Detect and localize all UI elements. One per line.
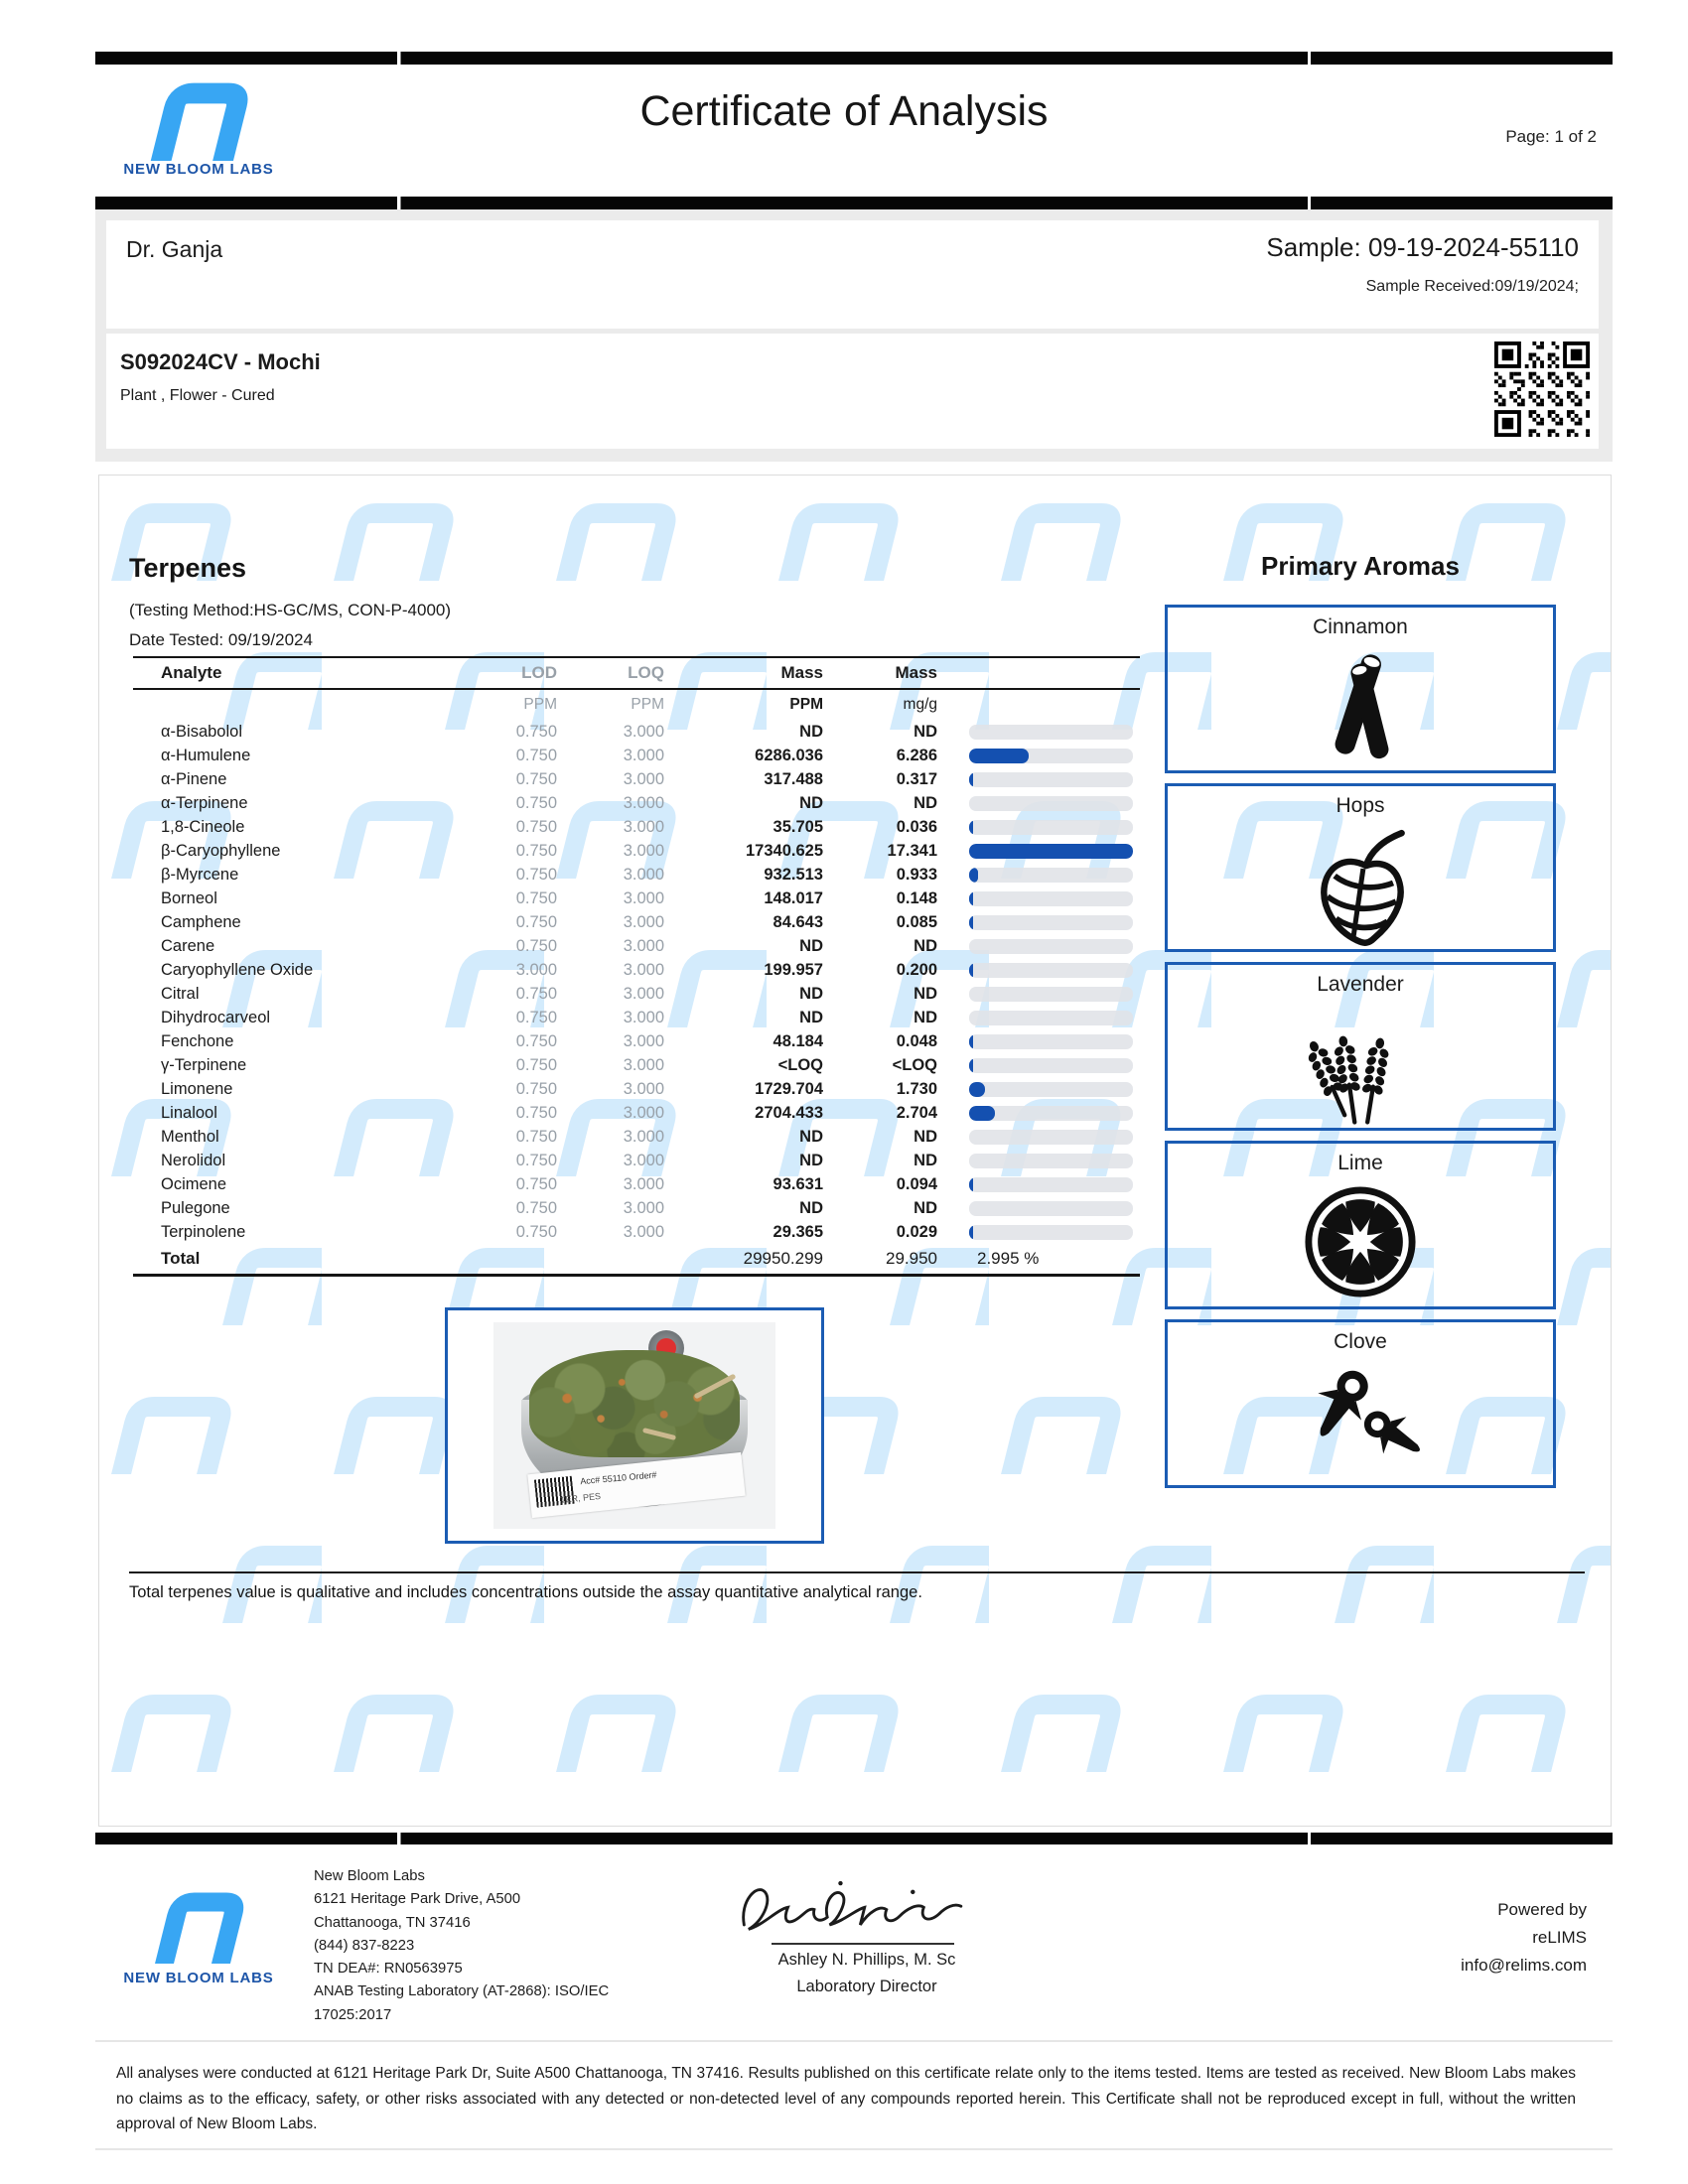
table-row — [133, 1172, 1140, 1196]
table-row — [133, 744, 1140, 767]
table-header-row — [133, 656, 1140, 690]
bar-track — [969, 725, 1133, 740]
bar-cell — [937, 1177, 1140, 1192]
mass-mgg-value: ND — [914, 1008, 937, 1026]
bar-fill — [969, 772, 973, 787]
mass-mgg-value: 17.341 — [887, 841, 937, 860]
bar-fill — [969, 1082, 985, 1097]
analyte-name: Borneol — [161, 888, 217, 907]
col-header-mass-mgg: Mass — [895, 663, 937, 682]
table-row — [133, 1125, 1140, 1149]
lod-value: 0.750 — [515, 1055, 557, 1074]
aroma-label: Lime — [1337, 1152, 1383, 1174]
loq-value: 3.000 — [623, 841, 664, 860]
mass-mgg-value: 0.085 — [896, 912, 937, 931]
lod-value: 0.750 — [515, 1079, 557, 1098]
table-row — [133, 1149, 1140, 1172]
table-row — [133, 982, 1140, 1006]
cinnamon-icon — [1301, 647, 1420, 768]
lod-value: 0.750 — [515, 936, 557, 955]
lod-value: 0.750 — [515, 793, 557, 812]
analyte-name: Menthol — [161, 1127, 219, 1146]
mass-ppm-value: 84.643 — [773, 912, 823, 931]
lod-value: 0.750 — [515, 1031, 557, 1050]
mass-mgg-value: 6.286 — [896, 746, 937, 764]
bar-cell — [937, 1034, 1140, 1049]
bar-cell — [937, 1106, 1140, 1121]
table-row — [133, 1077, 1140, 1101]
disclaimer-text: All analyses were conducted at 6121 Heritage Park Dr, Suite A500 Chattanooga, TN 37416. Results published on this certificate relate only to the items tested. Items are tested as received. New Bloom Labs makes no claims as to the efficacy, safety, or other risks associated with any detected or non-detected level of any compounds reported herein. This Certificate shall not be reproduced except in full, without the written approval of New Bloom Labs. — [116, 2065, 1576, 2132]
mass-mgg-value: ND — [914, 793, 937, 812]
clove-icon — [1300, 1362, 1421, 1479]
loq-value: 3.000 — [623, 722, 664, 741]
table-row — [133, 887, 1140, 910]
lab-address-line: TN DEA#: RN0563975 — [314, 1961, 463, 1978]
analyte-name: Camphene — [161, 912, 241, 931]
sample-received-date: Sample Received:09/19/2024; — [1365, 278, 1579, 295]
lod-value: 0.750 — [515, 1222, 557, 1241]
lab-address-line: New Bloom Labs — [314, 1868, 425, 1884]
bar-track — [969, 796, 1133, 811]
hops-icon — [1298, 826, 1423, 947]
lod-value: 0.750 — [515, 1151, 557, 1169]
unit-lod: PPM — [523, 696, 557, 713]
table-row — [133, 839, 1140, 863]
lab-address-line: ANAB Testing Laboratory (AT-2868): ISO/IEC — [314, 1983, 610, 2000]
powered-by-product: reLIMS — [1532, 1928, 1587, 1947]
bar-cell — [937, 1058, 1140, 1073]
analyte-name: Fenchone — [161, 1031, 234, 1050]
analyte-name: γ-Terpinene — [161, 1055, 247, 1074]
loq-value: 3.000 — [623, 1198, 664, 1217]
aroma-box-clove — [1165, 1319, 1556, 1488]
mass-ppm-value: ND — [799, 1151, 823, 1169]
mass-mgg-value: 0.200 — [896, 960, 937, 979]
loq-value: 3.000 — [623, 1055, 664, 1074]
table-row — [133, 815, 1140, 839]
bar-cell — [937, 868, 1140, 883]
bar-track — [969, 1011, 1133, 1025]
table-row — [133, 934, 1140, 958]
bar-cell — [937, 939, 1140, 954]
bar-track — [969, 987, 1133, 1002]
bar-track — [969, 1034, 1133, 1049]
analyte-name: Nerolidol — [161, 1151, 226, 1169]
lod-value: 0.750 — [515, 984, 557, 1003]
aroma-box-hops — [1165, 783, 1556, 952]
loq-value: 3.000 — [623, 865, 664, 884]
lime-icon — [1302, 1183, 1419, 1300]
powered-by-line: Powered by — [1497, 1900, 1587, 1919]
bar-fill — [969, 1106, 995, 1121]
footer-logo-text: NEW BLOOM LABS — [123, 1970, 274, 1986]
sample-type: Plant , Flower - Cured — [120, 387, 275, 404]
footer-divider-bar — [95, 1833, 1613, 1844]
table-row — [133, 863, 1140, 887]
bar-cell — [937, 1082, 1140, 1097]
bar-fill — [969, 1225, 973, 1240]
analyte-name: Carene — [161, 936, 215, 955]
table-row — [133, 1006, 1140, 1029]
bar-track — [969, 939, 1133, 954]
table-units-row — [133, 690, 1140, 720]
signatory-title: Laboratory Director — [796, 1978, 937, 1995]
bar-track — [969, 1106, 1133, 1121]
terpenes-title: Terpenes — [129, 553, 247, 583]
table-row — [133, 1196, 1140, 1220]
bar-track — [969, 820, 1133, 835]
footer-rule — [95, 2040, 1613, 2042]
sample-name: S092024CV - Mochi — [120, 349, 321, 374]
bar-fill — [969, 844, 1133, 859]
unit-mass-ppm: PPM — [789, 696, 823, 713]
aroma-box-lavender — [1165, 962, 1556, 1131]
table-row — [133, 910, 1140, 934]
bar-fill — [969, 1034, 973, 1049]
photo-label-text: Acc# 55110 Order# — [579, 1469, 657, 1487]
bar-track — [969, 963, 1133, 978]
lab-address-line: 6121 Heritage Park Drive, A500 — [314, 1891, 521, 1908]
bar-track — [969, 891, 1133, 906]
mass-ppm-value: 48.184 — [773, 1031, 823, 1050]
mass-ppm-value: ND — [799, 1127, 823, 1146]
analyte-name: Terpinolene — [161, 1222, 246, 1241]
table-row — [133, 1053, 1140, 1077]
bar-cell — [937, 891, 1140, 906]
mass-ppm-value: ND — [799, 936, 823, 955]
sample-photo-frame — [445, 1307, 824, 1544]
bar-fill — [969, 749, 1029, 763]
lab-address-block — [314, 1865, 609, 2027]
col-header-lod: LOD — [521, 663, 557, 682]
signature-line — [772, 1943, 954, 1945]
mass-mgg-value: 0.029 — [896, 1222, 937, 1241]
mass-mgg-value: ND — [914, 1151, 937, 1169]
lavender-icon — [1302, 1005, 1419, 1126]
loq-value: 3.000 — [623, 817, 664, 836]
mass-ppm-value: ND — [799, 1198, 823, 1217]
mass-mgg-value: 0.048 — [896, 1031, 937, 1050]
mass-ppm-value: 2704.433 — [755, 1103, 823, 1122]
mass-ppm-value: 6286.036 — [755, 746, 823, 764]
sample-id: Sample: 09-19-2024-55110 — [1266, 232, 1579, 262]
mass-mgg-value: ND — [914, 936, 937, 955]
bar-track — [969, 868, 1133, 883]
loq-value: 3.000 — [623, 793, 664, 812]
lod-value: 0.750 — [515, 769, 557, 788]
loq-value: 3.000 — [623, 746, 664, 764]
loq-value: 3.000 — [623, 912, 664, 931]
aroma-box-lime — [1165, 1141, 1556, 1309]
results-panel — [98, 475, 1612, 1827]
bar-fill — [969, 868, 978, 883]
bar-fill — [969, 1058, 973, 1073]
sample-card — [106, 334, 1599, 449]
bar-cell — [937, 772, 1140, 787]
bar-cell — [937, 844, 1140, 859]
lab-address-line: (844) 837-8223 — [314, 1937, 415, 1954]
mass-ppm-value: ND — [799, 1008, 823, 1026]
mass-ppm-value: 1729.704 — [755, 1079, 823, 1098]
table-row — [133, 1101, 1140, 1125]
mass-ppm-value: <LOQ — [777, 1055, 823, 1074]
analyte-name: 1,8-Cineole — [161, 817, 245, 836]
table-total-row — [133, 1244, 1140, 1277]
analyte-name: α-Humulene — [161, 746, 251, 764]
photo-label-text-2: TER, PES — [559, 1490, 602, 1506]
loq-value: 3.000 — [623, 1222, 664, 1241]
aroma-label: Clove — [1334, 1330, 1387, 1353]
bar-cell — [937, 963, 1140, 978]
loq-value: 3.000 — [623, 1174, 664, 1193]
mass-mgg-value: ND — [914, 722, 937, 741]
terpene-rows — [133, 720, 1140, 1244]
bar-track — [969, 1130, 1133, 1145]
mass-mgg-value: 0.148 — [896, 888, 937, 907]
aroma-label: Hops — [1336, 794, 1385, 817]
analyte-name: Citral — [161, 984, 200, 1003]
bar-cell — [937, 1130, 1140, 1145]
header-divider-bar — [95, 197, 1613, 209]
bar-track — [969, 1058, 1133, 1073]
bar-track — [969, 1201, 1133, 1216]
bar-track — [969, 749, 1133, 763]
lod-value: 0.750 — [515, 1198, 557, 1217]
loq-value: 3.000 — [623, 1008, 664, 1026]
mass-mgg-value: ND — [914, 1198, 937, 1217]
analyte-name: Ocimene — [161, 1174, 227, 1193]
lod-value: 0.750 — [515, 888, 557, 907]
bar-track — [969, 915, 1133, 930]
lod-value: 3.000 — [515, 960, 557, 979]
bar-track — [969, 772, 1133, 787]
bar-cell — [937, 1154, 1140, 1168]
bar-track — [969, 844, 1133, 859]
lod-value: 0.750 — [515, 1174, 557, 1193]
bar-cell — [937, 1225, 1140, 1240]
table-row — [133, 1029, 1140, 1053]
top-divider-bar — [95, 52, 1613, 65]
col-header-loq: LOQ — [628, 663, 664, 682]
aroma-label: Lavender — [1317, 973, 1404, 996]
analyte-name: Caryophyllene Oxide — [161, 960, 314, 979]
mass-mgg-value: 2.704 — [896, 1103, 937, 1122]
testing-method: (Testing Method:HS-GC/MS, CON-P-4000) — [129, 601, 452, 619]
signature-block — [720, 1872, 986, 1996]
analyte-name: α-Pinene — [161, 769, 227, 788]
bar-cell — [937, 749, 1140, 763]
table-row — [133, 958, 1140, 982]
bar-fill — [969, 1177, 973, 1192]
analyte-name: Limonene — [161, 1079, 233, 1098]
table-row — [133, 791, 1140, 815]
loq-value: 3.000 — [623, 888, 664, 907]
date-tested: Date Tested: 09/19/2024 — [129, 630, 313, 649]
mass-ppm-value: ND — [799, 793, 823, 812]
lod-value: 0.750 — [515, 912, 557, 931]
bar-cell — [937, 796, 1140, 811]
new-bloom-logo-icon — [152, 1891, 246, 1964]
loq-value: 3.000 — [623, 1031, 664, 1050]
total-ppm: 29950.299 — [743, 1249, 823, 1268]
lod-value: 0.750 — [515, 1127, 557, 1146]
mass-ppm-value: 932.513 — [764, 865, 823, 884]
terpenes-table — [133, 656, 1140, 1277]
lod-value: 0.750 — [515, 722, 557, 741]
mass-mgg-value: 0.094 — [896, 1174, 937, 1193]
powered-by-email: info@relims.com — [1461, 1956, 1587, 1975]
terpenes-note: Total terpenes value is qualitative and includes concentrations outside the assay quantitative analytical range. — [129, 1583, 922, 1601]
total-percent: 2.995 % — [977, 1249, 1040, 1268]
mass-ppm-value: ND — [799, 984, 823, 1003]
bar-track — [969, 1082, 1133, 1097]
aroma-box-cinnamon — [1165, 605, 1556, 773]
mass-ppm-value: ND — [799, 722, 823, 741]
analyte-name: Pulegone — [161, 1198, 230, 1217]
loq-value: 3.000 — [623, 984, 664, 1003]
mass-ppm-value: 17340.625 — [746, 841, 823, 860]
mass-ppm-value: 93.631 — [773, 1174, 823, 1193]
mass-ppm-value: 35.705 — [773, 817, 823, 836]
bar-track — [969, 1154, 1133, 1168]
table-row — [133, 1220, 1140, 1244]
total-label: Total — [161, 1249, 201, 1268]
bottom-rule — [95, 2148, 1613, 2150]
loq-value: 3.000 — [623, 1079, 664, 1098]
lod-value: 0.750 — [515, 841, 557, 860]
bar-cell — [937, 1011, 1140, 1025]
mass-mgg-value: 0.036 — [896, 817, 937, 836]
unit-mass-mgg: mg/g — [903, 696, 937, 713]
table-row — [133, 720, 1140, 744]
lod-value: 0.750 — [515, 865, 557, 884]
powered-by-block — [1461, 1896, 1587, 1979]
mass-ppm-value: 29.365 — [773, 1222, 823, 1241]
loq-value: 3.000 — [623, 1151, 664, 1169]
table-row — [133, 767, 1140, 791]
page-title: Certificate of Analysis — [639, 87, 1049, 135]
mass-mgg-value: <LOQ — [892, 1055, 937, 1074]
loq-value: 3.000 — [623, 1103, 664, 1122]
analyte-name: α-Bisabolol — [161, 722, 242, 741]
bar-track — [969, 1225, 1133, 1240]
analyte-name: α-Terpinene — [161, 793, 248, 812]
bar-cell — [937, 915, 1140, 930]
client-name: Dr. Ganja — [126, 236, 223, 262]
mass-mgg-value: ND — [914, 1127, 937, 1146]
bar-fill — [969, 915, 973, 930]
bar-fill — [969, 820, 973, 835]
bar-cell — [937, 1201, 1140, 1216]
mass-mgg-value: 0.933 — [896, 865, 937, 884]
analyte-name: β-Caryophyllene — [161, 841, 281, 860]
bar-fill — [969, 963, 973, 978]
loq-value: 3.000 — [623, 1127, 664, 1146]
lab-address-line: 17025:2017 — [314, 2006, 392, 2023]
mass-mgg-value: ND — [914, 984, 937, 1003]
bar-cell — [937, 725, 1140, 740]
analyte-name: Dihydrocarveol — [161, 1008, 271, 1026]
aroma-label: Cinnamon — [1313, 615, 1408, 638]
bar-track — [969, 1177, 1133, 1192]
unit-loq: PPM — [631, 696, 664, 713]
mass-ppm-value: 317.488 — [764, 769, 823, 788]
total-mgg: 29.950 — [886, 1249, 937, 1268]
mass-ppm-value: 148.017 — [764, 888, 823, 907]
primary-aromas-title: Primary Aromas — [1261, 551, 1460, 581]
signature-icon — [720, 1872, 983, 1936]
qr-code — [1494, 341, 1590, 437]
client-card — [106, 220, 1599, 329]
primary-aromas-section — [1165, 476, 1556, 1826]
lab-address-line: Chattanooga, TN 37416 — [314, 1914, 471, 1931]
lod-value: 0.750 — [515, 746, 557, 764]
analyte-name: Linalool — [161, 1103, 217, 1122]
sample-photo — [493, 1322, 775, 1529]
loq-value: 3.000 — [623, 960, 664, 979]
header-logo-text: NEW BLOOM LABS — [123, 161, 274, 178]
footer-logo — [114, 1891, 283, 1986]
lod-value: 0.750 — [515, 817, 557, 836]
lod-value: 0.750 — [515, 1008, 557, 1026]
bar-fill — [969, 891, 973, 906]
mass-ppm-value: 199.957 — [764, 960, 823, 979]
col-header-mass-ppm: Mass — [780, 663, 823, 682]
signatory-name: Ashley N. Phillips, M. Sc — [777, 1951, 956, 1969]
mass-mgg-value: 1.730 — [896, 1079, 937, 1098]
mass-mgg-value: 0.317 — [896, 769, 937, 788]
col-header-analyte: Analyte — [161, 663, 222, 682]
loq-value: 3.000 — [623, 769, 664, 788]
page-number: Page: 1 of 2 — [1505, 127, 1597, 146]
bar-cell — [937, 987, 1140, 1002]
lod-value: 0.750 — [515, 1103, 557, 1122]
analyte-name: β-Myrcene — [161, 865, 239, 884]
bar-cell — [937, 820, 1140, 835]
loq-value: 3.000 — [623, 936, 664, 955]
